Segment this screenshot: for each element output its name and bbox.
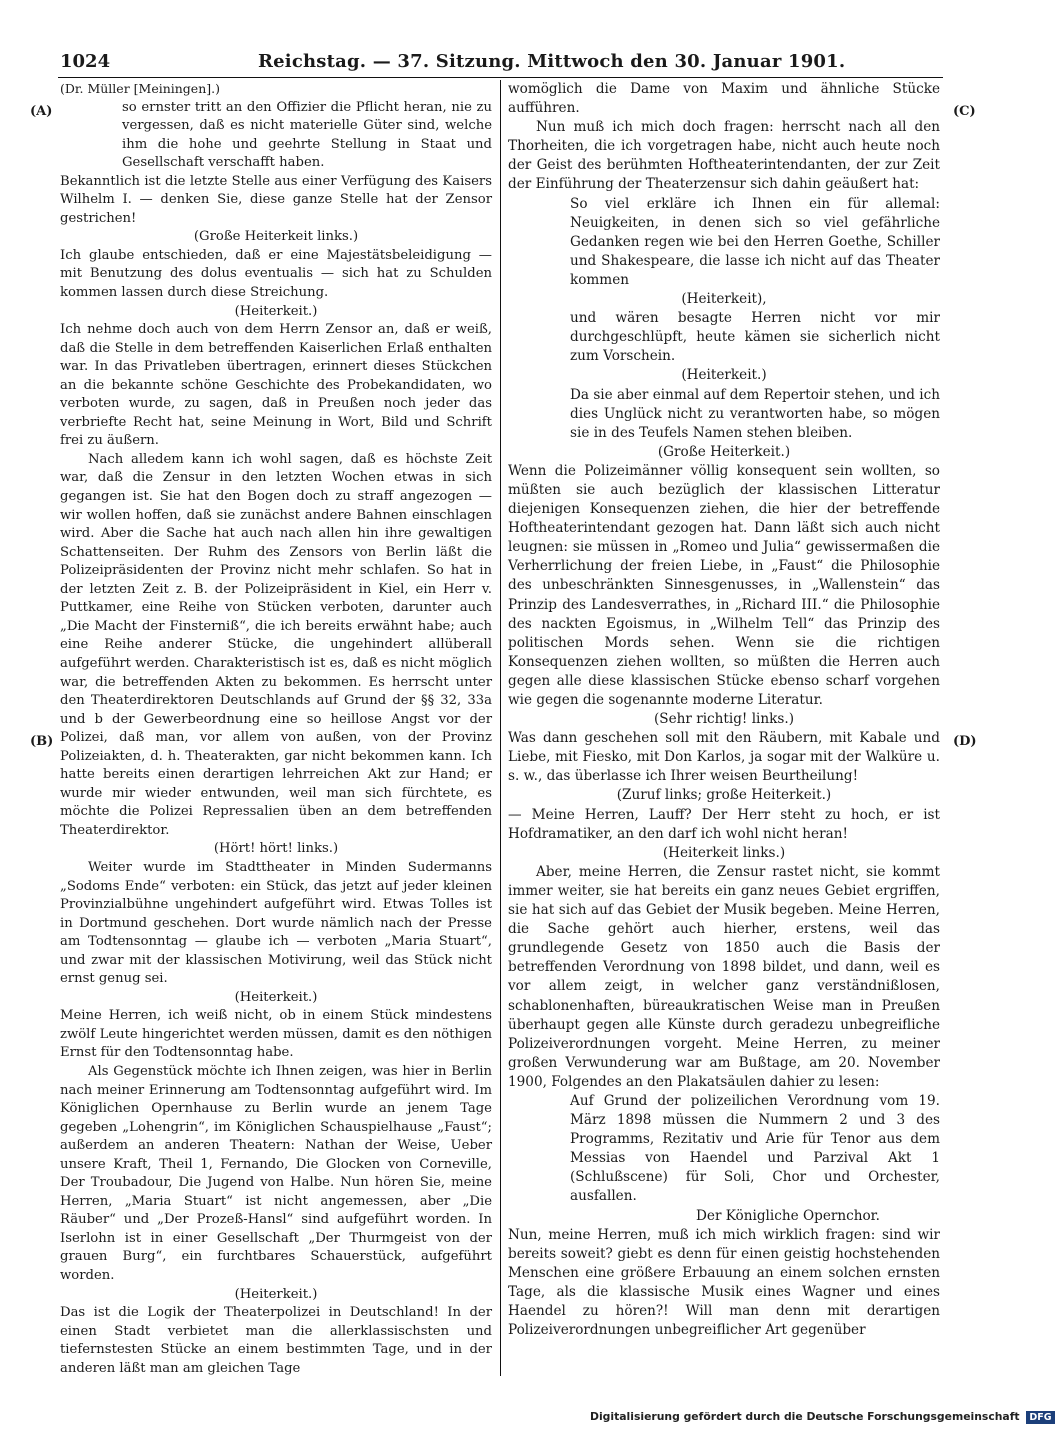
signature-line: Der Königliche Opernchor. [696,1207,880,1224]
paragraph: Ich glaube entschieden, daß er eine Majestätsbeleidigung — mit Benutzung des dolus eventualis — sich hat zu Schulden kommen lassen durch diese Streichung. [60,247,492,301]
margin-marker-d: (D) [953,734,977,749]
paragraph: Als Gegenstück möchte ich Ihnen zeigen, was hier in Berlin nach meiner Erinnerung am Todtensonntag aufgeführt wird. Im Königlichen Opernhause zu Berlin wurde an jenem Tage gegeben „Lohengrin“, im Königlichen Schauspielhause „Faust“; außerdem an anderen Theatern: Nathan der Weise, Ueber unsere Kraft, Theil 1, Fernando, Die Glocken von Corneville, Der Troubadour, Die Jugend von Halbe. Nun hören Sie, meine Herren, „Maria Stuart“ ist nicht angemessen, aber „Die Räuber“ und „Der Prozeß-Hansl“ sind aufgeführt worden. In Iserlohn ist in einer Gesellschaft „Der Thurmgeist von der grauen Burg“, ein furchtbares Schauerstück, aufgeführt worden. [60,1063,492,1283]
paragraph: Aber, meine Herren, die Zensur rastet nicht, sie kommt immer weiter, sie hat bereits ein ganz neues Gebiet ergriffen, sie hat sich auf das Gebiet der Musik begeben. Meine Herren, die Sache gehört auch hierher, erstens, weil das grundlegende Gesetz von 1850 auch die Basis der betreffenden Verordnung von 1898 bildet, und dann, weil es vor allem zeigt, in welcher ganz verständnißlosen, schablonenhaften, büreaukratischen Weise man in Preußen überhaupt gegen alle Künste durch geradezu unbegreifliche Polizeiverordnungen vorgeht. Meine Herren, zu meiner großen Verwunderung war am Bußtage, am 20. November 1900, Folgendes an den Plakatsäulen dahier zu lesen: [508,863,940,1090]
paragraph: Meine Herren, ich weiß nicht, ob in einem Stück mindestens zwölf Leute hingerichtet werden müssen, damit es den nöthigen Ernst für den Todtensonntag habe. [60,1008,492,1061]
interjection: (Heiterkeit.) [234,303,318,319]
paragraph: Weiter wurde im Stadttheater in Minden Sudermanns „Sodoms Ende“ verboten: ein Stück, das jetzt auf jeder kleinen Provinzialbühne ungehindert aufgeführt wird. Etwas Tolles ist in Dortmund geschehen. Dort wurde nämlich nach der Presse am Todtensonntag — glaube ich — verboten „Maria Stuart“, und zwar mit der klassischen Motivirung, weil das Stück nicht ernst genug sei. [60,859,492,987]
paragraph: Was dann geschehen soll mit den Räubern, mit Kabale und Liebe, mit Fiesko, mit Don Karlos, ja sogar mit der Walküre u. s. w., das überlasse ich Ihrer weisen Beurtheilung! [508,730,940,785]
dfg-logo: DFG [1026,1411,1054,1424]
paragraph: — Meine Herren, Lauff? Der Herr steht zu hoch, er ist Hofdramatiker, an den darf ich wohl nicht heran! [508,806,940,842]
quote-block: Auf Grund der polizeilichen Verordnung vom 19. März 1898 müssen die Nummern 2 und 3 des Programms, Rezitativ und Arie für Tenor aus dem Messias von Haendel und Parzival Akt 1 (Schlußscene) für Soli, Chor und Orchester, ausfallen. [570,1092,940,1205]
footer-credit [590,1410,1055,1424]
paragraph: Nach alledem kann ich wohl sagen, daß es höchste Zeit war, daß die Zensur in den letzten Wochen etwas in sich gegangen ist. Sie hat den Bogen doch zu straff angezogen — wir wollen hoffen, daß sie zunächst andere Bahnen einschlagen wird. Aber die Sache hat auch nach allen hin ihre gewaltigen Schattenseiten. Der Ruhm des Zensors von Berlin läßt die Polizeipräsidenten der Provinz nicht mehr schlafen. So hat in der letzten Zeit z. B. der Polizeipräsident in Kiel, ein Herr v. Puttkamer, eine Reihe von Stücken verboten, darunter auch „Die Macht der Finsterniß“, die ich bereits erwähnt habe; auch eine Reihe anderer Stücke, die ungehindert allüberall aufgeführt werden. Charakteristisch ist es, daß es nicht möglich war, die betreffenden Akten zu bekommen. Es herrscht unter den Theaterdirektoren Deutschlands auf Grund der §§ 32, 33a und b der Gewerbeordnung eine so heillose Angst vor der Polizei, daß man, vor allem von außen, von der Provinz Polizeiakten, d. h. Theaterakten, gar nicht bekommen kann. Ich hatte bereits einen derartigen lehrreichen Akt zur Hand; er wurde mir wieder entwunden, weil man sich fürchtete, es möchte die Polizei Repressalien üben an dem betreffenden Theaterdirektor. [60,451,492,838]
interjection: (Große Heiterkeit links.) [193,229,359,245]
margin-marker-c: (C) [953,104,976,119]
quote-block: So viel erkläre ich Ihnen ein für allemal: Neuigkeiten, in denen sich so viel gefährliche Gedanken regen wie bei den Herren Goethe, Schiller und Shakespeare, die lasse ich nicht auf das Theater kommen [570,195,940,288]
paragraph: womöglich die Dame von Maxim und ähnliche Stücke aufführen. [508,81,940,117]
paragraph: Nun muß ich mich doch fragen: herrscht nach all den Thorheiten, die ich vorgetragen habe, nicht auch heute noch der Geist des berühmten Hoftheaterintendanten, der zur Zeit der Einführung der Theaterzensur sich dahin geäußert hat: [508,119,940,193]
footer-text: Digitalisierung gefördert durch die Deutsche Forschungsgemeinschaft [590,1410,1020,1423]
column-divider [500,80,501,1376]
page-number: 1024 [60,51,111,72]
paragraph: Bekanntlich ist die letzte Stelle aus einer Verfügung des Kaisers Wilhelm I. — denken Sie, diese ganze Stelle hat der Zensor gestrichen! [60,173,492,226]
interjection: (Heiterkeit.) [234,989,318,1005]
margin-marker-a: (A) [30,104,53,119]
paragraph: so ernster tritt an den Offizier die Pflicht heran, nie zu vergessen, daß es nicht materielle Güter sind, welche ihm die hohe und geehrte Stellung in Staat und Gesellschaft verschafft haben. [122,99,492,171]
page-header [58,48,943,78]
header-rule [58,77,943,78]
quote-block: und wären besagte Herren nicht vor mir durchgeschlüpft, heute kämen sie sicherlich nicht zum Vorschein. [570,310,940,365]
quote-block: Da sie aber einmal auf dem Repertoir stehen, und ich dies Unglück nicht zu verantworten habe, so mögen sie in des Teufels Namen stehen bleiben. [570,386,940,441]
interjection: (Heiterkeit.) [234,1286,318,1302]
interjection: (Heiterkeit.) [681,367,767,384]
interjection: (Sehr richtig! links.) [653,711,795,728]
interjection: (Hört! hört! links.) [213,841,339,857]
paragraph: Ich nehme doch auch von dem Herrn Zensor an, daß er weiß, daß die Stelle in dem betreffenden Kaiserlichen Erlaß enthalten war. In das Privatleben übertragen, erinnert dieses Stückchen an die bekannte schöne Geschichte des Probekandidaten, wo verboten wurde, zu sagen, daß in Preußen noch jeder das verbriefte Recht hat, seine Meinung in Wort, Bild und Schrift frei zu äußern. [60,322,492,449]
speaker-label: (Dr. Müller [Meiningen].) [60,81,220,96]
margin-marker-b: (B) [30,734,54,749]
paragraph: Nun, meine Herren, muß ich mich wirklich fragen: sind wir bereits soweit? giebt es denn für einen geistig hochstehenden Menschen eine größere Erbauung an einem solchen ernsten Tage, als die klassische Musik eines Wagner und eines Haendel zu hören?! Will man denn mit derartigen Polizeiverordnungen unbegreiflicher Art gegenüber [508,1226,940,1339]
right-column [508,80,940,1340]
left-column [60,80,492,1378]
interjection: (Zuruf links; große Heiterkeit.) [616,787,832,804]
page-title: Reichstag. — 37. Sitzung. Mittwoch den 30. Januar 1901. [258,51,846,72]
paragraph: Das ist die Logik der Theaterpolizei in Deutschland! In der einen Stadt verbietet man die allerklassischsten und tiefernstesten Stücke an einem bestimmten Tage, und in der anderen läßt man am gleichen Tage [60,1305,492,1376]
interjection: (Große Heiterkeit.) [657,443,791,460]
interjection: (Heiterkeit), [681,291,767,308]
interjection: (Heiterkeit links.) [662,844,786,861]
paragraph: Wenn die Polizeimänner völlig konsequent sein wollten, so müßten sie auch bezüglich der klassischen Litteratur diejenigen Konsequenzen ziehen, die hier der betreffende Hoftheaterintendant gezogen hat. Dann läßt sich auch nicht leugnen: sie müssen in „Romeo und Julia“ gewissermaßen die Verherrlichung der freien Liebe, in „Faust“ die Philosophie des unbeschränkten Sinnesgenusses, in „Wallenstein“ das Prinzip des Landesverrathes, in „Richard III.“ die Philosophie des nackten Egoismus, in „Wilhelm Tell“ das Prinzip des politischen Mords sehen. Wenn sie die richtigen Konsequenzen ziehen wollten, so müßten die Herren auch gegen alle diese klassischen Stücke ebenso scharf vorgehen wie gegen die sogenannte moderne Literatur. [508,462,940,708]
